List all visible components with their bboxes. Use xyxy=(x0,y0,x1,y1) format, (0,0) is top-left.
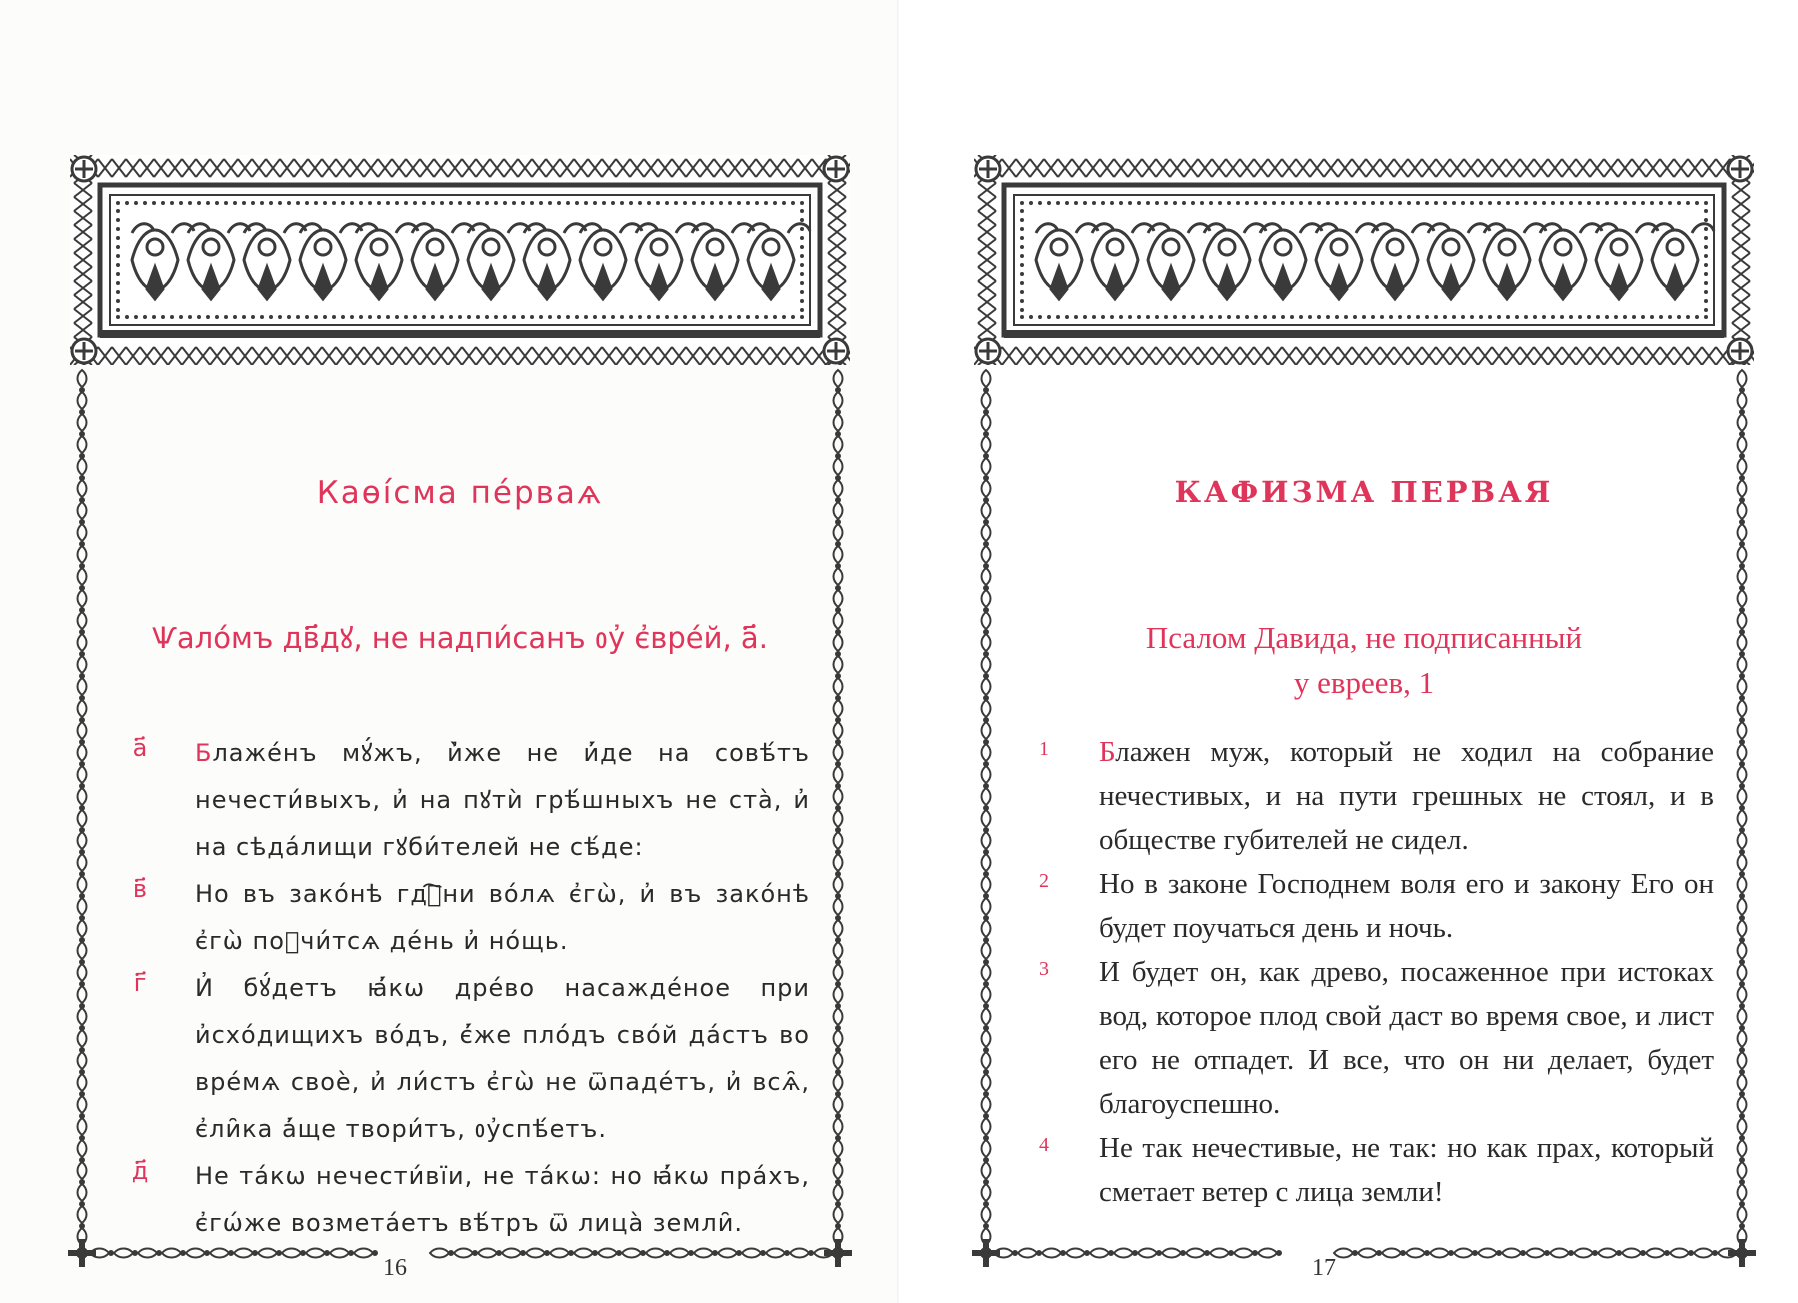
verse-text: И будет он, как древо, посаженное при истоках вод, которое плод свой даст во время свое, и лист его не отпадет. И все, что он ни делает, будет благоуспешно. xyxy=(1099,956,1714,1120)
verse-text: Но в законе Господнем воля его и закону Его он будет поучаться день и ночь. xyxy=(1099,868,1714,944)
verse xyxy=(1014,730,1714,862)
verse-number: 4 xyxy=(1039,1134,1049,1156)
ornamental-frame xyxy=(974,155,1754,1281)
psalm-heading: Ѱало́мъ дв҃дꙋ, не надпи́санъ ᲂу҆ є҆вре́й, а҃. xyxy=(152,621,768,655)
page-title: Каѳі́сма пе́рваѧ xyxy=(316,475,604,511)
verse-text xyxy=(195,730,810,871)
verse-text: И҆ бꙋ́детъ ꙗ҆́кѡ дре́во насажде́ное при и҆схо́дищихъ во́дъ, є҆́же пло́дъ сво́й да́стъ во вре́мѧ своѐ, и҆ ли́стъ є҆гѡ̀ не ѿпаде́тъ, и҆ всѧ̑, є҆ли̑ка а҆́ще твори́тъ, ᲂу҆спѣ́етъ. xyxy=(195,974,810,1143)
verse-number: 1 xyxy=(1039,738,1049,760)
verse-text: Не та́кѡ нечести́вїи, не та́кѡ: но ꙗ҆́кѡ пра́хъ, є҆гѡ́же возмета́етъ вѣ́тръ ѿ лица̀ земли̑. xyxy=(195,1162,810,1237)
verse-number: 3 xyxy=(1039,958,1049,980)
verse-text xyxy=(1099,730,1714,862)
right-page xyxy=(899,0,1798,1303)
headpiece-ornament xyxy=(974,155,1754,365)
verse-body: лаже́нъ мꙋ́жъ, и҆̀же не и҆́де на совѣ́тъ нечести́выхъ, и҆ на пꙋтѝ грѣ́шныхъ не ста̀, и҆ на сѣда́лищи гꙋби́телей не сѣ́де: xyxy=(195,739,810,861)
verse-number: 2 xyxy=(1039,870,1049,892)
drop-initial: Б xyxy=(195,739,213,767)
verse-number: д҃ xyxy=(131,1157,149,1185)
verse xyxy=(1014,1126,1714,1214)
verse-body: лажен муж, который не ходил на собрание нечестивых, и на пути грешных не стоял, и в обществе губителей не сидел. xyxy=(1099,736,1714,856)
page-number: 16 xyxy=(383,1255,407,1281)
verse-list xyxy=(1014,730,1714,1214)
psalm-heading xyxy=(1034,615,1694,705)
drop-initial: Б xyxy=(1099,736,1116,768)
verse xyxy=(110,730,810,871)
verse-list xyxy=(110,730,810,1247)
verse-number: а҃ xyxy=(132,734,148,762)
verse xyxy=(110,871,810,965)
headpiece-svg xyxy=(974,155,1754,365)
headpiece-ornament xyxy=(70,155,850,365)
verse-text: Но въ зако́нѣ гдⷭ҇ни во́лѧ є҆гѡ̀, и҆ въ зако́нѣ є҆гѡ̀ поꙋчи́тсѧ де́нь и҆ но́щь. xyxy=(195,880,810,955)
page-number: 17 xyxy=(1312,1255,1336,1281)
verse xyxy=(1014,862,1714,950)
headpiece-svg xyxy=(70,155,850,365)
verse xyxy=(110,965,810,1153)
verse-number: г҃ xyxy=(133,969,147,997)
page-title: КАФИЗМА ПЕРВАЯ xyxy=(1174,475,1554,509)
psalm-heading-line: у евреев, 1 xyxy=(1293,665,1435,700)
psalm-heading-line: Псалом Давида, не подписанный xyxy=(1145,620,1583,655)
verse xyxy=(110,1153,810,1247)
verse-text: Не так нечестивые, не так: но как прах, который сметает ветер с лица земли! xyxy=(1099,1132,1714,1208)
verse xyxy=(1014,950,1714,1126)
verse-number: в҃ xyxy=(132,875,148,903)
ornamental-frame xyxy=(70,155,850,1281)
